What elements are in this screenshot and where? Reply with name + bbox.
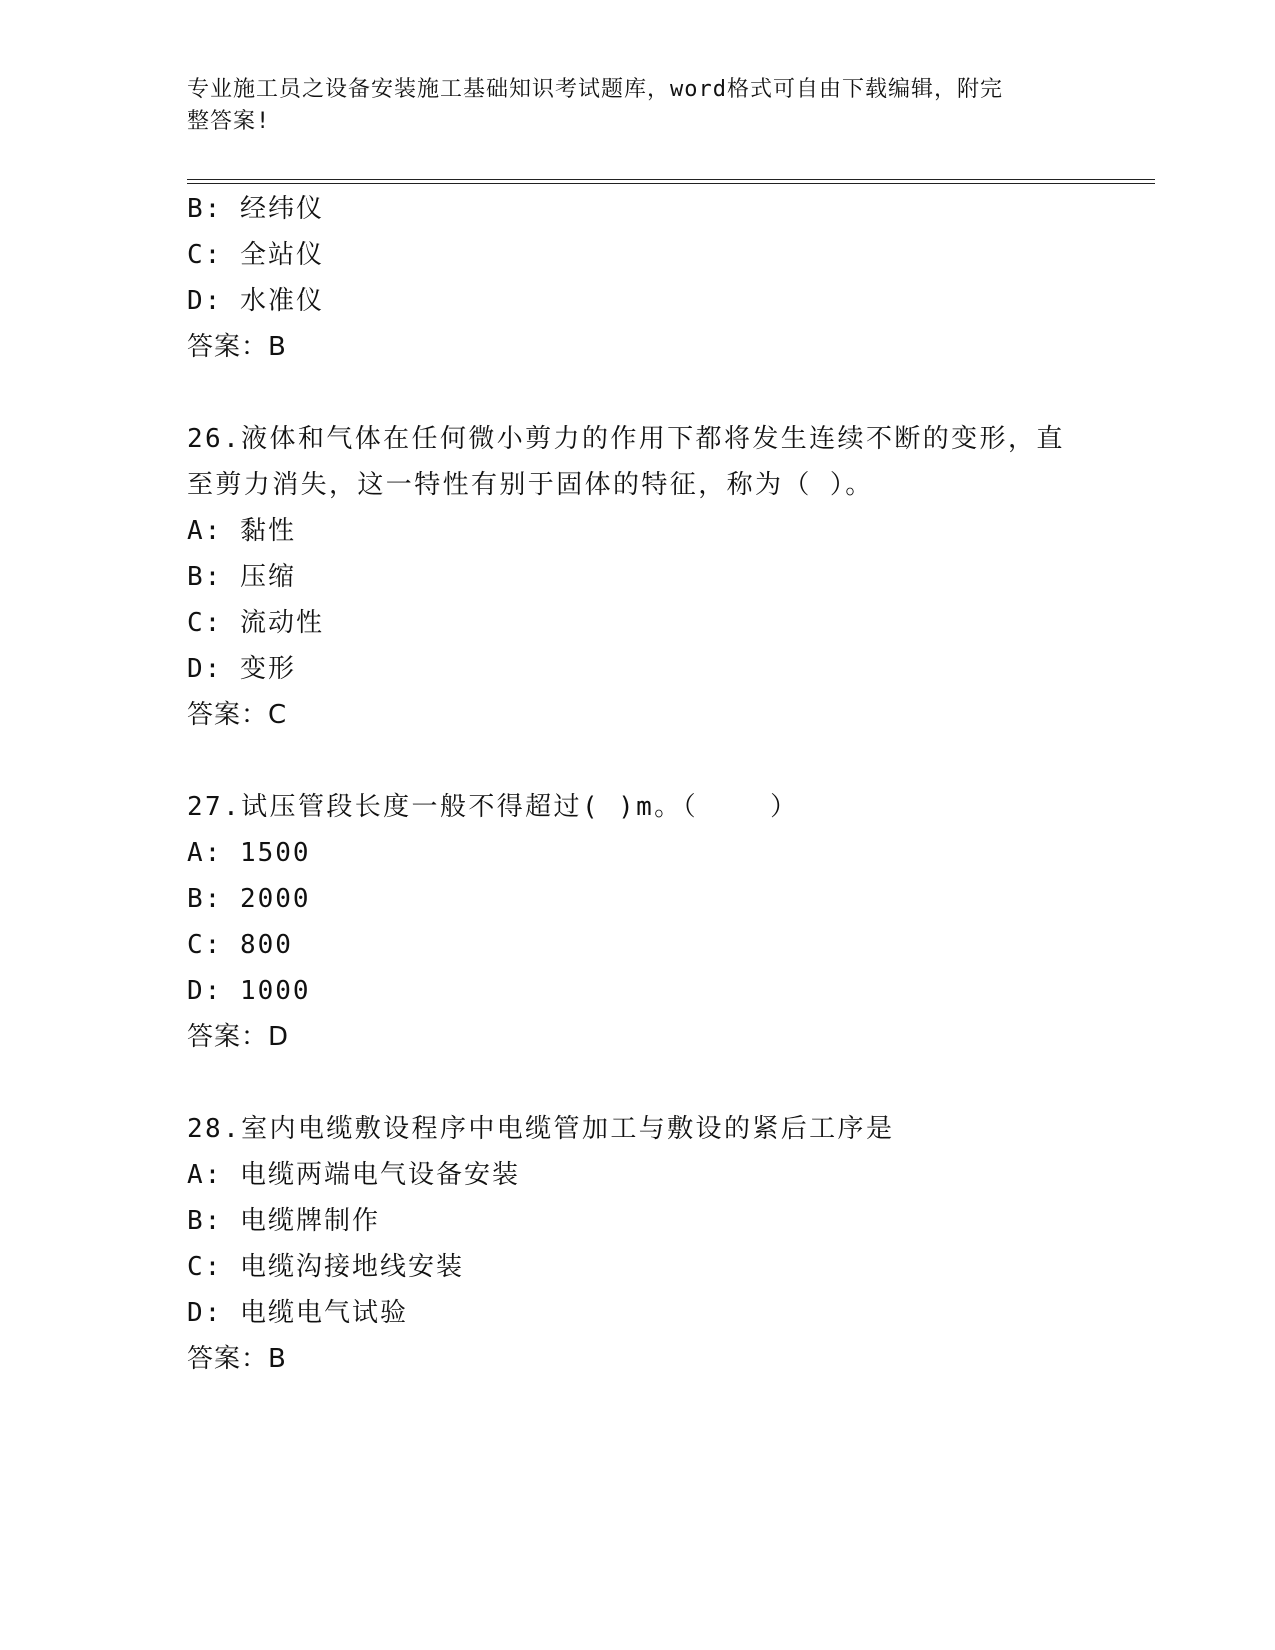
option-a: A: 电缆两端电气设备安装 bbox=[187, 1160, 520, 1190]
spacer bbox=[187, 738, 1087, 784]
question-26 bbox=[187, 416, 1087, 738]
answer-line: 答案：B bbox=[187, 1344, 287, 1374]
question-text-line-1: 26.液体和气体在任何微小剪力的作用下都将发生连续不断的变形，直 bbox=[187, 424, 1065, 454]
spacer bbox=[187, 1060, 1087, 1106]
option-c: C: 电缆沟接地线安装 bbox=[187, 1252, 464, 1282]
previous-question-block bbox=[187, 186, 1087, 370]
option-d: D: 水准仪 bbox=[187, 286, 324, 316]
option-a: A: 黏性 bbox=[187, 516, 296, 546]
question-list bbox=[187, 186, 1087, 1382]
question-text-line-1: 28.室内电缆敷设程序中电缆管加工与敷设的紧后工序是 bbox=[187, 1114, 895, 1144]
option-a: A: 1500 bbox=[187, 838, 311, 868]
document-header bbox=[187, 74, 1067, 138]
option-b: B: 电缆牌制作 bbox=[187, 1206, 380, 1236]
option-c: C: 流动性 bbox=[187, 608, 324, 638]
spacer bbox=[187, 370, 1087, 416]
option-b: B: 2000 bbox=[187, 884, 311, 914]
option-c: C: 800 bbox=[187, 930, 293, 960]
question-27 bbox=[187, 784, 1087, 1060]
header-line-2: 整答案! bbox=[187, 109, 271, 134]
answer-line: 答案：D bbox=[187, 1022, 290, 1052]
option-d: D: 电缆电气试验 bbox=[187, 1298, 408, 1328]
option-c: C: 全站仪 bbox=[187, 240, 324, 270]
question-28 bbox=[187, 1106, 1087, 1382]
question-text-line-1: 27.试压管段长度一般不得超过( )m。（ ） bbox=[187, 792, 799, 822]
header-divider-top bbox=[187, 179, 1155, 180]
option-d: D: 1000 bbox=[187, 976, 311, 1006]
option-b: B: 压缩 bbox=[187, 562, 296, 592]
header-line-1: 专业施工员之设备安装施工基础知识考试题库，word格式可自由下载编辑，附完 bbox=[187, 77, 1003, 102]
answer-line: 答案：B bbox=[187, 332, 287, 362]
answer-line: 答案：C bbox=[187, 700, 288, 730]
option-d: D: 变形 bbox=[187, 654, 296, 684]
question-text-line-2: 至剪力消失，这一特性有别于固体的特征，称为（ ）。 bbox=[187, 470, 874, 500]
header-divider-bottom bbox=[187, 183, 1155, 184]
option-b: B: 经纬仪 bbox=[187, 194, 324, 224]
